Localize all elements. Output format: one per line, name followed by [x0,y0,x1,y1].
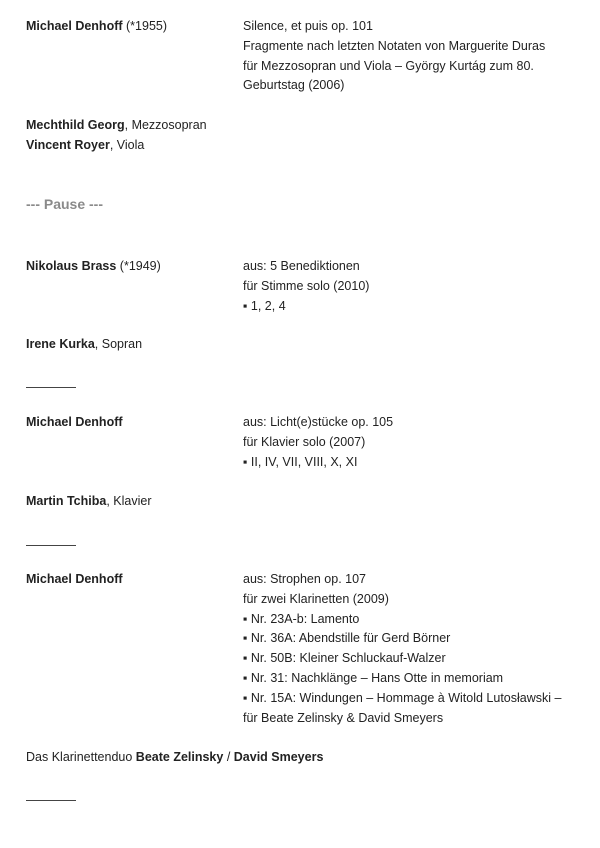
ensemble-line [26,748,323,768]
ensemble-prefix: Das Klarinettenduo [26,750,136,764]
work-line: für Mezzosopran und Viola – György Kurtág zum 80. [243,58,534,73]
work-description [243,17,545,96]
work-title: aus: Strophen op. 107 [243,572,367,586]
work-dedication: für Beate Zelinsky & David Smeyers [243,710,444,725]
performer [26,492,152,512]
performers [26,335,142,355]
performer [26,116,207,136]
work-movements: ▪ II, IV, VII, VIII, X, XI [243,454,358,469]
work-movement: ▪ Nr. 23A-b: Lamento [243,611,360,626]
composer-name: Michael Denhoff [26,415,123,429]
work-movement: ▪ Nr. 50B: Kleiner Schluckauf-Walzer [243,651,446,666]
work-line: für zwei Klarinetten (2009) [243,591,389,606]
work-line: für Stimme solo (2010) [243,278,370,293]
work-description [243,413,393,472]
performer-name: Irene Kurka [26,337,95,351]
section-divider [26,387,76,388]
performer-role: , Mezzosopran [124,118,207,132]
composer-name: Nikolaus Brass [26,259,117,273]
performer [26,136,207,156]
work-movement: ▪ Nr. 36A: Abendstille für Gerd Börner [243,631,451,646]
performer-role: , Sopran [94,337,143,351]
composer-name: Michael Denhoff [26,572,123,586]
work-line: Fragmente nach letzten Notaten von Marguerite Duras [243,38,546,53]
performer-name: Beate Zelinsky [135,750,224,764]
pause-label: --- Pause --- [26,196,103,212]
performers [26,492,152,512]
performer-role: , Viola [109,137,145,152]
work-title: aus: 5 Benediktionen [243,259,360,273]
work-title: Silence, et puis op. 101 [243,19,373,33]
composer-line [26,257,161,277]
composer-line [26,17,167,37]
work-movement: ▪ Nr. 15A: Windungen – Hommage à Witold Lutosławski – [243,690,562,705]
performers [26,116,207,156]
composer-name: Michael Denhoff [26,19,123,33]
composer-dates: (*1949) [116,259,161,273]
performer-name: Vincent Royer [26,137,110,152]
section-divider [26,545,76,546]
performer-name: David Smeyers [233,750,324,764]
performer [26,335,142,355]
performer-role: , Klavier [106,494,152,508]
work-line: für Klavier solo (2007) [243,434,366,449]
work-title: aus: Licht(e)stücke op. 105 [243,415,394,429]
section-divider [26,800,76,801]
ensemble-separator: / [223,750,234,764]
work-line: Geburtstag (2006) [243,78,345,93]
composer-dates: (*1955) [122,19,168,33]
work-movement: ▪ Nr. 31: Nachklänge – Hans Otte in memoriam [243,670,504,685]
composer-line [26,413,123,433]
work-description [243,570,561,728]
composer-line [26,570,123,590]
work-movements: ▪ 1, 2, 4 [243,298,286,313]
work-description [243,257,369,316]
performer-name: Martin Tchiba [26,494,107,508]
performer-name: Mechthild Georg [26,118,125,132]
